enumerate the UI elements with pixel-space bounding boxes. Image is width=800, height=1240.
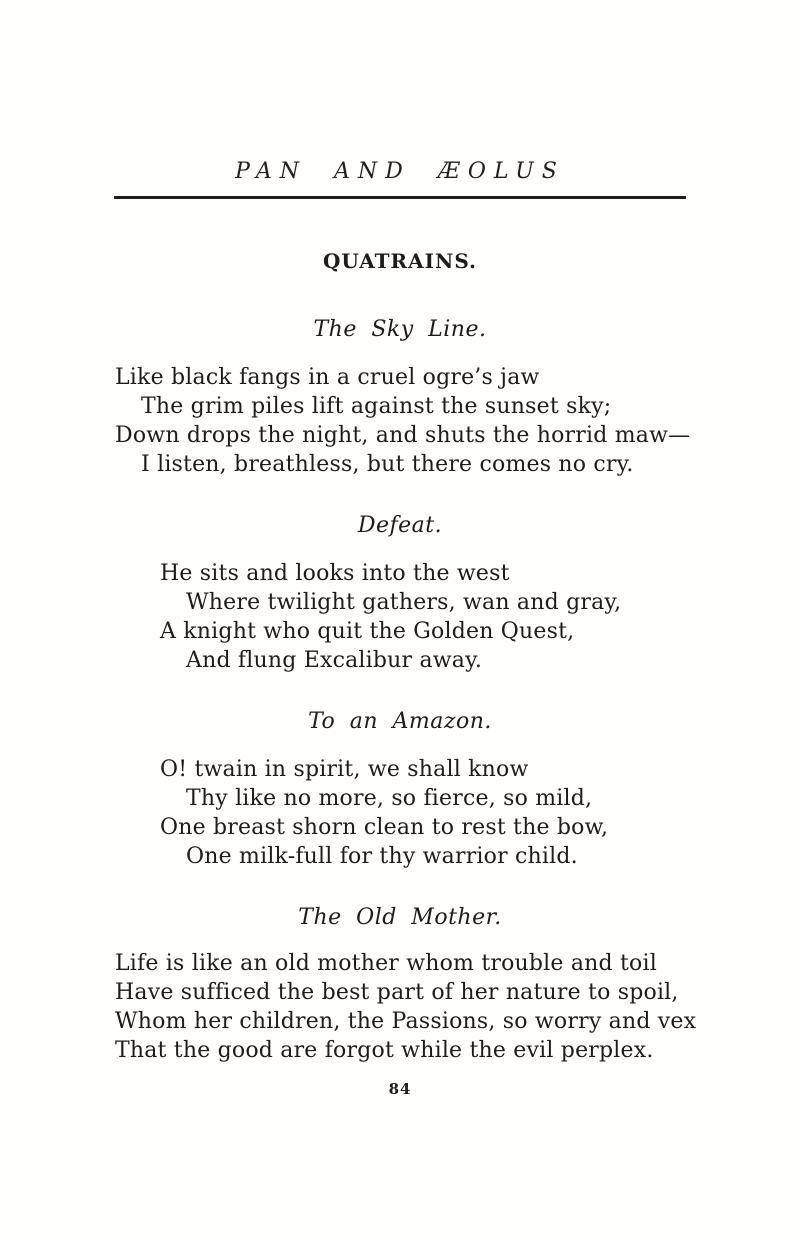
poem-stanza <box>160 559 800 675</box>
poem-line: O! twain in spirit, we shall know <box>160 757 529 782</box>
poem-line: Life is like an old mother whom trouble and toil <box>115 951 657 976</box>
poem-line: A knight who quit the Golden Quest, <box>160 619 575 644</box>
poem-line: And flung Excalibur away. <box>186 648 483 673</box>
header-rule <box>114 196 686 199</box>
poem-stanza <box>160 755 800 871</box>
poem-line: Down drops the night, and shuts the horrid maw— <box>115 423 691 448</box>
poem-to-an-amazon <box>0 707 800 871</box>
poem-line: One breast shorn clean to rest the bow, <box>160 815 609 840</box>
poem-title: To an Amazon. <box>308 709 492 734</box>
poem-line: Have sufficed the best part of her nature to spoil, <box>115 980 679 1005</box>
poem-line: One milk-full for thy warrior child. <box>186 844 578 869</box>
running-header <box>0 158 800 199</box>
section-title: QUATRAINS. <box>322 249 478 273</box>
poem-line: Where twilight gathers, wan and gray, <box>186 590 622 615</box>
poem-line: That the good are forgot while the evil perplex. <box>115 1038 654 1063</box>
poem-line: The grim piles lift against the sunset sky; <box>141 394 612 419</box>
poem-line: Like black fangs in a cruel ogre’s jaw <box>115 365 540 390</box>
poem-title: The Sky Line. <box>313 317 487 342</box>
poem-the-sky-line <box>0 315 800 479</box>
poem-the-old-mother <box>0 903 800 1065</box>
page-number: 84 <box>388 1080 412 1098</box>
poem-title: The Old Mother. <box>298 905 502 930</box>
poem-line: Whom her children, the Passions, so worry and vex <box>115 1009 697 1034</box>
poem-stanza <box>115 363 800 479</box>
poem-line: He sits and looks into the west <box>160 561 510 586</box>
poem-stanza <box>115 949 800 1065</box>
poem-line: Thy like no more, so fierce, so mild, <box>186 786 593 811</box>
running-header-title: PAN AND ÆOLUS <box>235 159 565 184</box>
poem-title: Defeat. <box>357 513 443 538</box>
poem-defeat <box>0 511 800 675</box>
poem-line: I listen, breathless, but there comes no cry. <box>141 452 634 477</box>
